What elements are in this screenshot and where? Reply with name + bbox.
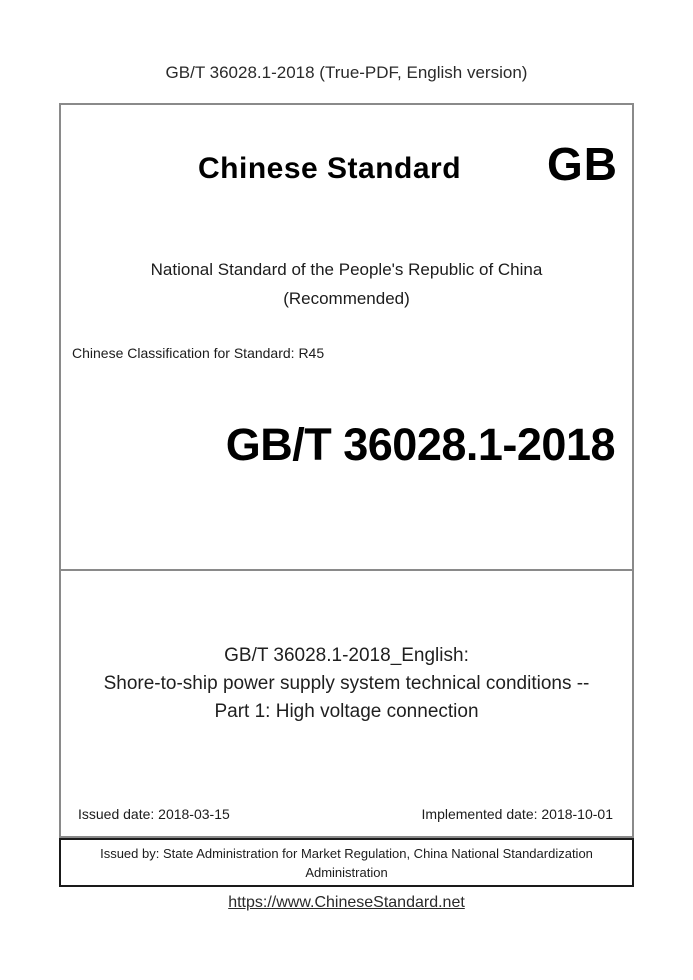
recommended-line: (Recommended) [283,289,410,308]
implemented-date: Implemented date: 2018-10-01 [421,806,613,822]
issued-date: Issued date: 2018-03-15 [78,806,230,822]
national-standard-line: National Standard of the People's Republic of China [150,260,543,279]
section-divider [59,569,634,571]
chinesestandard-link[interactable]: https://www.ChineseStandard.net [228,894,465,911]
cover-main-box [59,103,634,838]
national-standard-block [61,255,632,313]
document-header-title: GB/T 36028.1-2018 (True-PDF, English version) [165,63,528,82]
brand-title: Chinese Standard [198,152,462,185]
standard-number: GB/T 36028.1-2018 [225,419,615,470]
dates-row [78,806,613,822]
english-title-line-3: Part 1: High voltage connection [214,701,479,722]
classification-line: Chinese Classification for Standard: R45 [72,345,325,361]
gb-logo: GB [547,138,618,190]
english-title-block [61,642,632,726]
footer [0,894,693,912]
issuer-text: Issued by: State Administration for Market Regulation, China National Standardization Administration [100,845,593,880]
english-title-line-2: Shore-to-ship power supply system technical conditions -- [103,673,590,694]
english-title-line-1: GB/T 36028.1-2018_English: [224,645,469,666]
issuer-box [59,838,634,887]
